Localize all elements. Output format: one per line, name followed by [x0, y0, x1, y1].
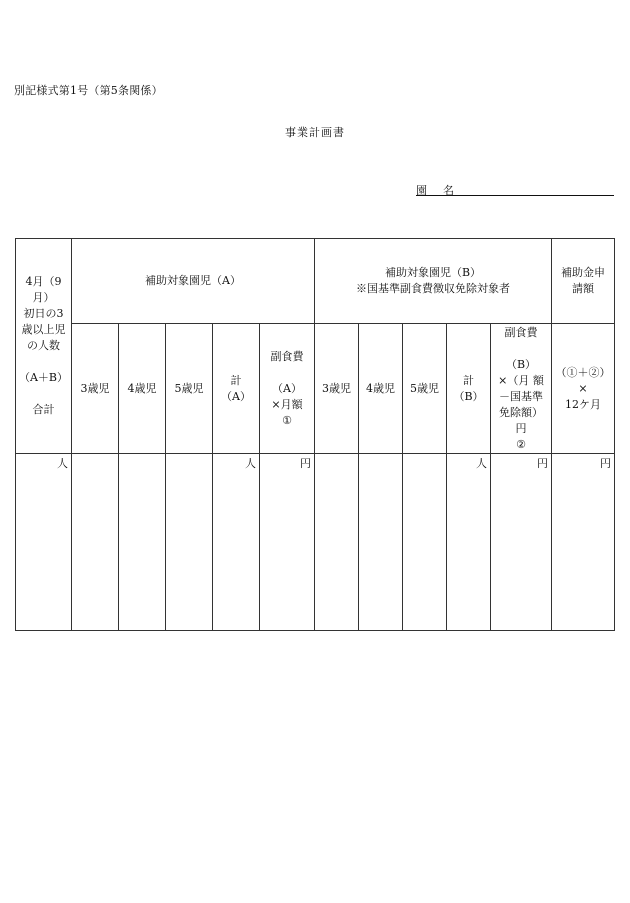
a-age5-header: 5歳児	[166, 324, 213, 454]
request-amount-header: 補助金申 請額	[552, 239, 615, 324]
plan-table	[15, 238, 615, 631]
a-meal-fee-header: 副食費 （A） ×月額 ①	[260, 324, 315, 454]
table-header-row-1	[16, 239, 615, 324]
b-age4-header: 4歳児	[359, 324, 403, 454]
b-age3-cell[interactable]	[315, 454, 359, 631]
b-meal-fee-cell[interactable]: 円	[491, 454, 552, 631]
a-age3-header: 3歳児	[72, 324, 119, 454]
a-meal-fee-cell[interactable]: 円	[260, 454, 315, 631]
a-subtotal-cell[interactable]: 人	[213, 454, 260, 631]
request-formula-header: （①＋②） × 12ケ月	[552, 324, 615, 454]
group-b-header: 補助対象園児（B） ※国基準副食費徴収免除対象者	[315, 239, 552, 324]
b-age5-cell[interactable]	[403, 454, 447, 631]
table-header-row-2	[16, 324, 615, 454]
b-age5-header: 5歳児	[403, 324, 447, 454]
b-subtotal-cell[interactable]: 人	[447, 454, 491, 631]
b-meal-fee-header: 副食費 （B） ×（月 額 －国基準 免除額） 円 ②	[491, 324, 552, 454]
a-age5-cell[interactable]	[166, 454, 213, 631]
a-age4-cell[interactable]	[119, 454, 166, 631]
table-row	[16, 454, 615, 631]
a-subtotal-header: 計 （A）	[213, 324, 260, 454]
school-name-field[interactable]	[416, 183, 614, 196]
form-reference: 別記様式第1号（第5条関係）	[14, 84, 163, 97]
b-age3-header: 3歳児	[315, 324, 359, 454]
a-age3-cell[interactable]	[72, 454, 119, 631]
group-a-header: 補助対象園児（A）	[72, 239, 315, 324]
total-children-header: 4月（9月） 初日の3 歳以上児 の人数 （A＋B） 合計	[16, 239, 72, 454]
b-subtotal-header: 計 （B）	[447, 324, 491, 454]
school-name-label: 園名	[416, 184, 470, 197]
a-age4-header: 4歳児	[119, 324, 166, 454]
b-age4-cell[interactable]	[359, 454, 403, 631]
request-amount-cell[interactable]: 円	[552, 454, 615, 631]
document-title: 事業計画書	[285, 126, 345, 139]
total-children-cell[interactable]: 人	[16, 454, 72, 631]
